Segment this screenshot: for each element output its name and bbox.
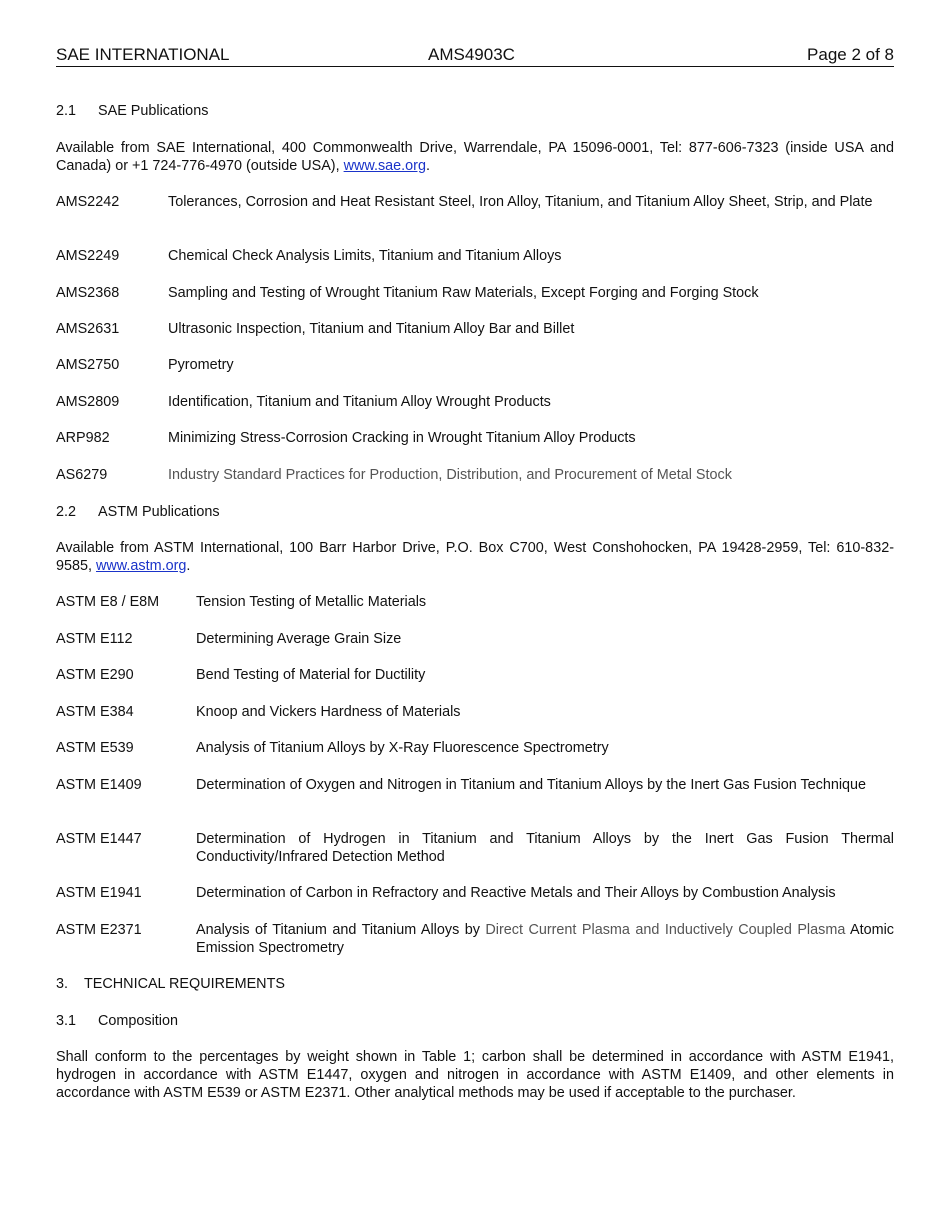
reference-description: Industry Standard Practices for Production, Distribution, and Procurement of Metal Stock [168, 467, 732, 483]
header-org: SAE INTERNATIONAL [56, 45, 230, 64]
section-title: TECHNICAL REQUIREMENTS [84, 976, 285, 992]
reference-code: AMS2368 [56, 285, 120, 301]
section-number: 3.1 [56, 1013, 77, 1029]
reference-description-part: Direct Current Plasma and Inductively Coupled Plasma [485, 922, 846, 938]
reference-description: Bend Testing of Material for Ductility [196, 667, 426, 683]
reference-description: Minimizing Stress-Corrosion Cracking in Wrought Titanium Alloy Products [168, 430, 636, 446]
reference-description: Tension Testing of Metallic Materials [196, 594, 427, 610]
header-doc-number: AMS4903C [428, 45, 515, 64]
astm-availability-text: Available from ASTM International, 100 Barr Harbor Drive, P.O. Box C700, West Conshohocken, PA 19428-2959, Tel: 610-832-9585, [56, 540, 894, 574]
reference-description: Determination of Hydrogen in Titanium and Titanium Alloys by the Inert Gas Fusion Thermal Conductivity/Infrared Detection Method [196, 831, 894, 865]
reference-code: ARP982 [56, 430, 110, 446]
sae-availability-text: Available from SAE International, 400 Commonwealth Drive, Warrendale, PA 15096-0001, Tel: 877-606-7323 (inside USA and Canada) or +1 724-776-4970 (outside USA), [56, 140, 894, 174]
reference-description: Knoop and Vickers Hardness of Materials [196, 704, 461, 720]
section-title: SAE Publications [98, 103, 209, 119]
reference-code: AS6279 [56, 467, 108, 483]
reference-code: AMS2750 [56, 357, 120, 373]
reference-code: ASTM E290 [56, 667, 134, 683]
reference-description: Identification, Titanium and Titanium Alloy Wrought Products [168, 394, 551, 410]
reference-description: Pyrometry [168, 357, 234, 373]
reference-code: ASTM E112 [56, 631, 133, 647]
reference-description: Sampling and Testing of Wrought Titanium Raw Materials, Except Forging and Forging Stock [168, 285, 759, 301]
reference-description: Chemical Check Analysis Limits, Titanium and Titanium Alloys [168, 248, 562, 264]
section-title: Composition [98, 1013, 178, 1029]
section-2-1-heading [56, 102, 894, 120]
section-title: ASTM Publications [98, 504, 220, 520]
reference-code: ASTM E8 / E8M [56, 594, 160, 610]
reference-description: Determination of Carbon in Refractory and Reactive Metals and Their Alloys by Combustion Analysis [196, 885, 836, 901]
section-3-heading [56, 975, 894, 993]
page-header [56, 44, 894, 67]
sae-availability-paragraph: Available from SAE International, 400 Commonwealth Drive, Warrendale, PA 15096-0001, Tel: 877-606-7323 (inside USA and Canada) or +1 724-776-4970 (outside USA), www.sae.org. [56, 140, 894, 174]
composition-paragraph: Shall conform to the percentages by weight shown in Table 1; carbon shall be determined in accordance with ASTM E1941, hydrogen in accordance with ASTM E1447, oxygen and nitrogen in accordance with ASTM E1409, and other elements in accordance with ASTM E539 or ASTM E2371. Other analytical methods may be used if acceptable to the purchaser. [56, 1049, 894, 1101]
astm-availability-paragraph: Available from ASTM International, 100 Barr Harbor Drive, P.O. Box C700, West Conshohocken, PA 19428-2959, Tel: 610-832-9585, www.astm.org. [56, 540, 894, 574]
sae-website-link[interactable]: www.sae.org [343, 158, 426, 174]
reference-code: ASTM E384 [56, 704, 134, 720]
astm-website-link[interactable]: www.astm.org [96, 558, 187, 574]
reference-code: AMS2242 [56, 194, 120, 210]
reference-code: ASTM E2371 [56, 922, 142, 938]
reference-code: ASTM E539 [56, 740, 134, 756]
section-number: 3. [56, 976, 69, 992]
reference-description: Determining Average Grain Size [196, 631, 402, 647]
section-2-2-heading [56, 503, 894, 521]
reference-code: AMS2631 [56, 321, 120, 337]
section-3-1-heading [56, 1012, 894, 1030]
reference-description-part: Analysis of Titanium and Titanium Alloys by [196, 922, 480, 938]
reference-code: ASTM E1447 [56, 831, 142, 847]
reference-description-part: Atomic Emission Spectrometry [196, 922, 894, 956]
reference-code: AMS2249 [56, 248, 120, 264]
reference-description [196, 921, 894, 957]
reference-code: ASTM E1941 [56, 885, 142, 901]
reference-description: Ultrasonic Inspection, Titanium and Titanium Alloy Bar and Billet [168, 321, 575, 337]
reference-code: AMS2809 [56, 394, 120, 410]
section-number: 2.2 [56, 504, 77, 520]
reference-description: Tolerances, Corrosion and Heat Resistant Steel, Iron Alloy, Titanium, and Titanium Alloy Sheet, Strip, and Plate [168, 194, 873, 210]
section-number: 2.1 [56, 103, 77, 119]
reference-description: Analysis of Titanium Alloys by X-Ray Fluorescence Spectrometry [196, 740, 609, 756]
reference-code: ASTM E1409 [56, 777, 142, 793]
reference-description: Determination of Oxygen and Nitrogen in Titanium and Titanium Alloys by the Inert Gas Fusion Technique [196, 777, 867, 793]
header-page-number: Page 2 of 8 [807, 45, 894, 64]
